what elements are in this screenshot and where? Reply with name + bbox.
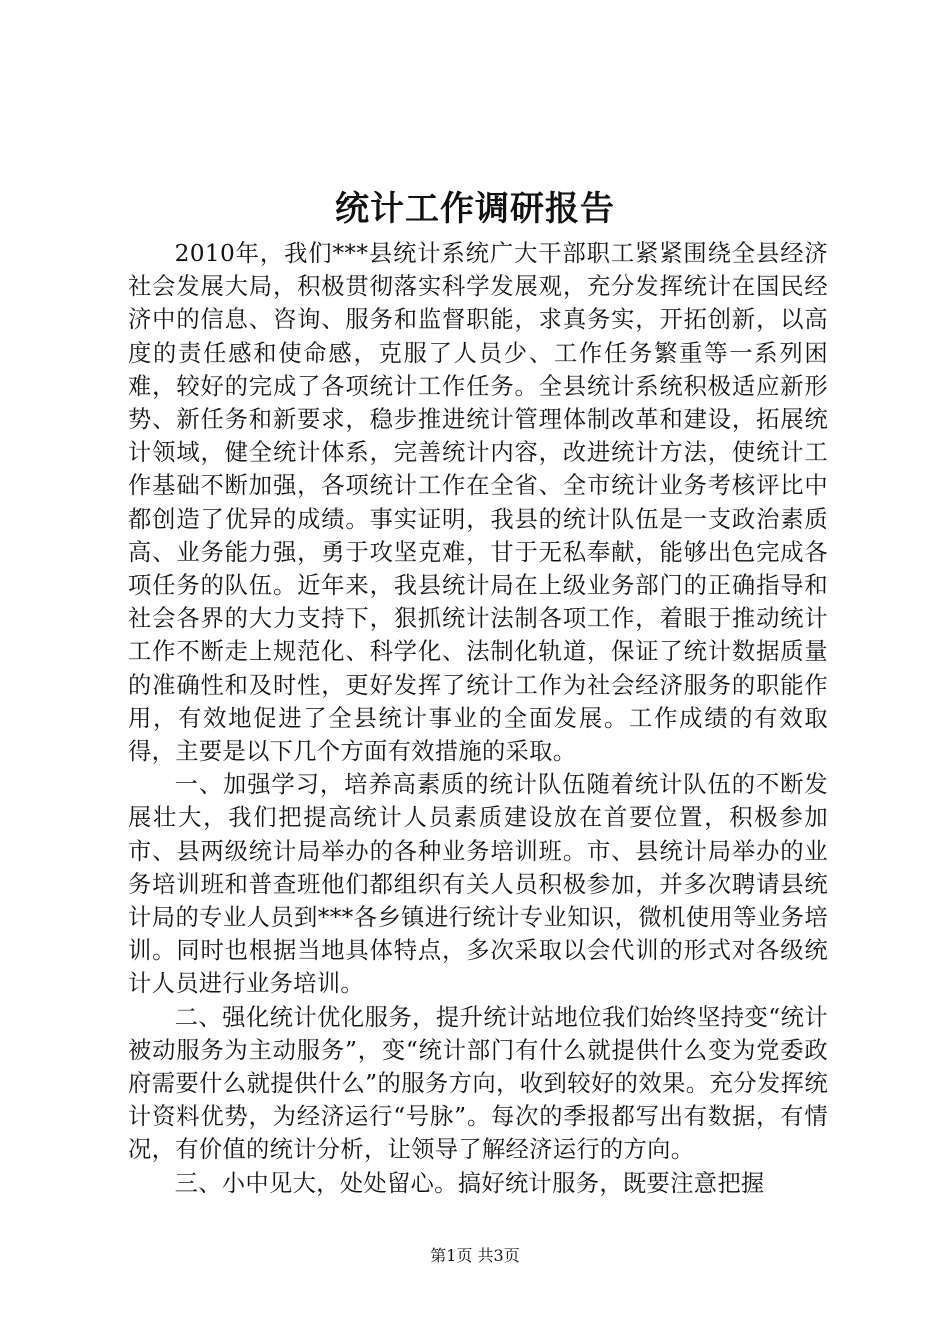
page-footer: 第1页 共3页 — [430, 1246, 520, 1265]
document-body — [128, 237, 828, 1200]
paragraph-section-1: 一、加强学习，培养高素质的统计队伍随着统计队伍的不断发展壮大，我们把提高统计人员素质建设放在首要位置，积极参加市、县两级统计局举办的各种业务培训班。市、县统计局举办的业务培训班和普查班他们都组织有关人员积极参加，并多次聘请县统计局的专业人员到***各乡镇进行统计专业知识，微机使用等业务培训。同时也根据当地具体特点，多次采取以会代训的形式对各级统计人员进行业务培训。 — [128, 771, 828, 998]
paragraph-section-2: 二、强化统计优化服务，提升统计站地位我们始终坚持变“统计被动服务为主动服务”，变“统计部门有什么就提供什么变为党委政府需要什么就提供什么”的服务方向，收到较好的效果。充分发挥统计资料优势，为经济运行“号脉”。每次的季报都写出有数据，有情况，有价值的统计分析，让领导了解经济运行的方向。 — [128, 1003, 828, 1164]
document-title: 统计工作调研报告 — [335, 189, 615, 229]
paragraph-section-3: 三、小中见大，处处留心。搞好统计服务，既要注意把握 — [174, 1169, 765, 1197]
paragraph-intro: 2010年，我们***县统计系统广大干部职工紧紧围绕全县经济社会发展大局，积极贯彻落实科学发展观，充分发挥统计在国民经济中的信息、咨询、服务和监督职能，求真务实，开拓创新，以高度的责任感和使命感，克服了人员少、工作任务繁重等一系列困难，较好的完成了各项统计工作任务。全县统计系统积极适应新形势、新任务和新要求，稳步推进统计管理体制改革和建设，拓展统计领域，健全统计体系，完善统计内容，改进统计方法，使统计工作基础不断加强，各项统计工作在全省、全市统计业务考核评比中都创造了优异的成绩。事实证明，我县的统计队伍是一支政治素质高、业务能力强，勇于攻坚克难，甘于无私奉献，能够出色完成各项任务的队伍。近年来，我县统计局在上级业务部门的正确指导和社会各界的大力支持下，狠抓统计法制各项工作，着眼于推动统计工作不断走上规范化、科学化、法制化轨道，保证了统计数据质量的准确性和及时性，更好发挥了统计工作为社会经济服务的职能作用，有效地促进了全县统计事业的全面发展。工作成绩的有效取得，主要是以下几个方面有效措施的采取。 — [128, 240, 828, 766]
